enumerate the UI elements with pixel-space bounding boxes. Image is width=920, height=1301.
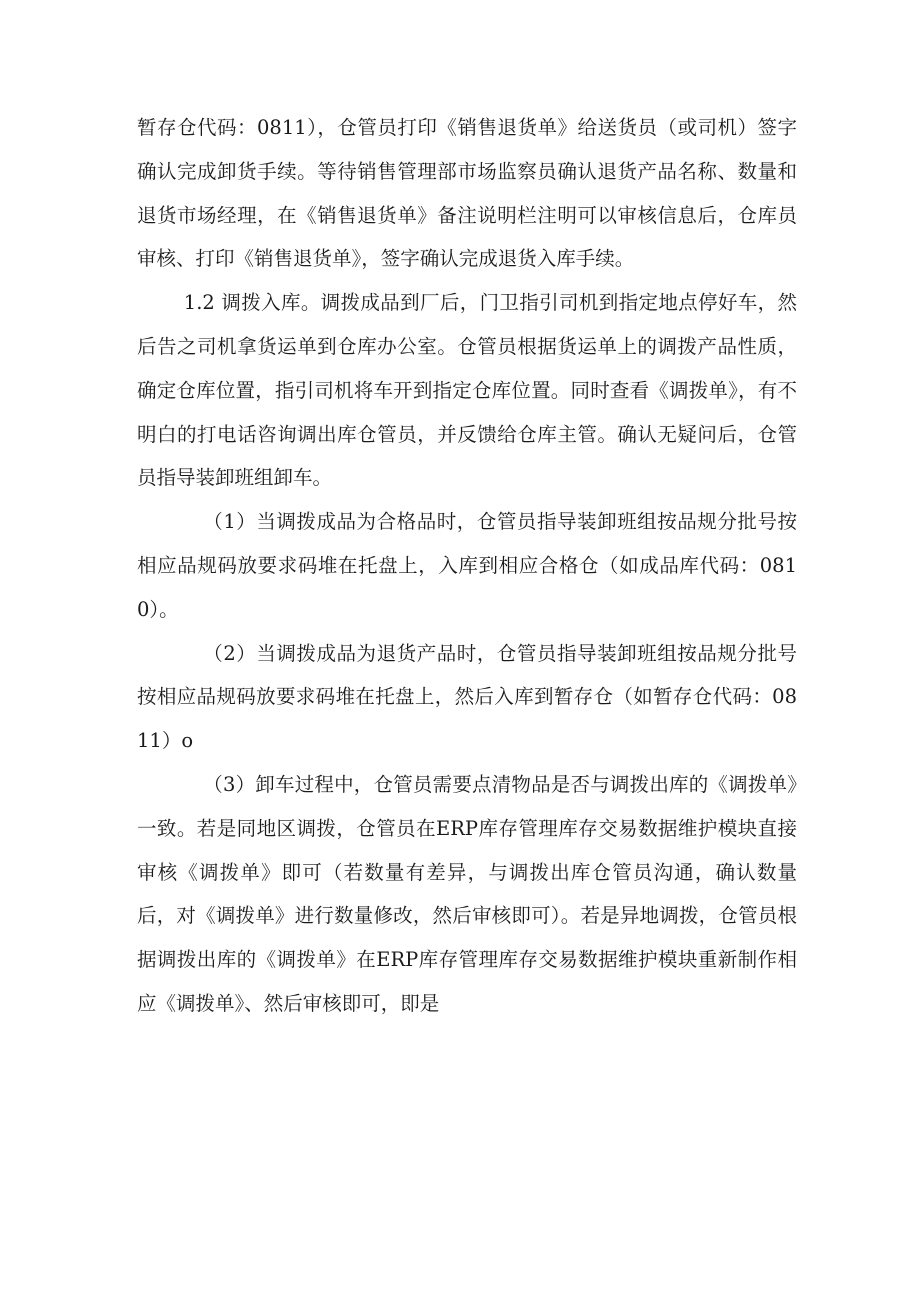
paragraph-return-receipt: 暂存仓代码：0811），仓管员打印《销售退货单》给送货员（或司机）签字确认完成卸货手续。等待销售管理部市场监察员确认退货产品名称、数量和退货市场经理，在《销售退货单》备注说明栏注明可以审核信息后，仓库员审核、打印《销售退货单》，签字确认完成退货入库手续。 (137, 116, 797, 271)
document-page (137, 106, 797, 1026)
paragraph-transfer-inbound: 1.2 调拨入库。调拨成品到厂后，门卫指引司机到指定地点停好车，然后告之司机拿货运单到仓库办公室。仓管员根据货运单上的调拨产品性质，确定仓库位置，指引司机将车开到指定仓库位置。同时查看《调拨单》，有不明白的打电话咨询调出库仓管员，并反馈给仓库主管。确认无疑问后，仓管员指导装卸班组卸车。 (137, 291, 797, 490)
paragraph-qualified-goods: （1）当调拨成品为合格品时，仓管员指导装卸班组按品规分批号按相应品规码放要求码堆在托盘上，入库到相应合格仓（如成品库代码：0810）。 (137, 510, 797, 621)
paragraph-unloading-check: （3）卸车过程中，仓管员需要点清物品是否与调拨出库的《调拨单》一致。若是同地区调拨，仓管员在ERP库存管理库存交易数据维护模块直接审核《调拨单》即可（若数量有差异，与调拨出库仓管员沟通，确认数量后，对《调拨单》进行数量修改，然后审核即可）。若是异地调拨，仓管员根据调拨出库的《调拨单》在ERP库存管理库存交易数据维护模块重新制作相应《调拨单》、然后审核即可，即是 (137, 772, 797, 1015)
paragraph-returned-goods: （2）当调拨成品为退货产品时，仓管员指导装卸班组按品规分批号按相应品规码放要求码堆在托盘上，然后入库到暂存仓（如暂存仓代码：0811）o (137, 641, 797, 753)
